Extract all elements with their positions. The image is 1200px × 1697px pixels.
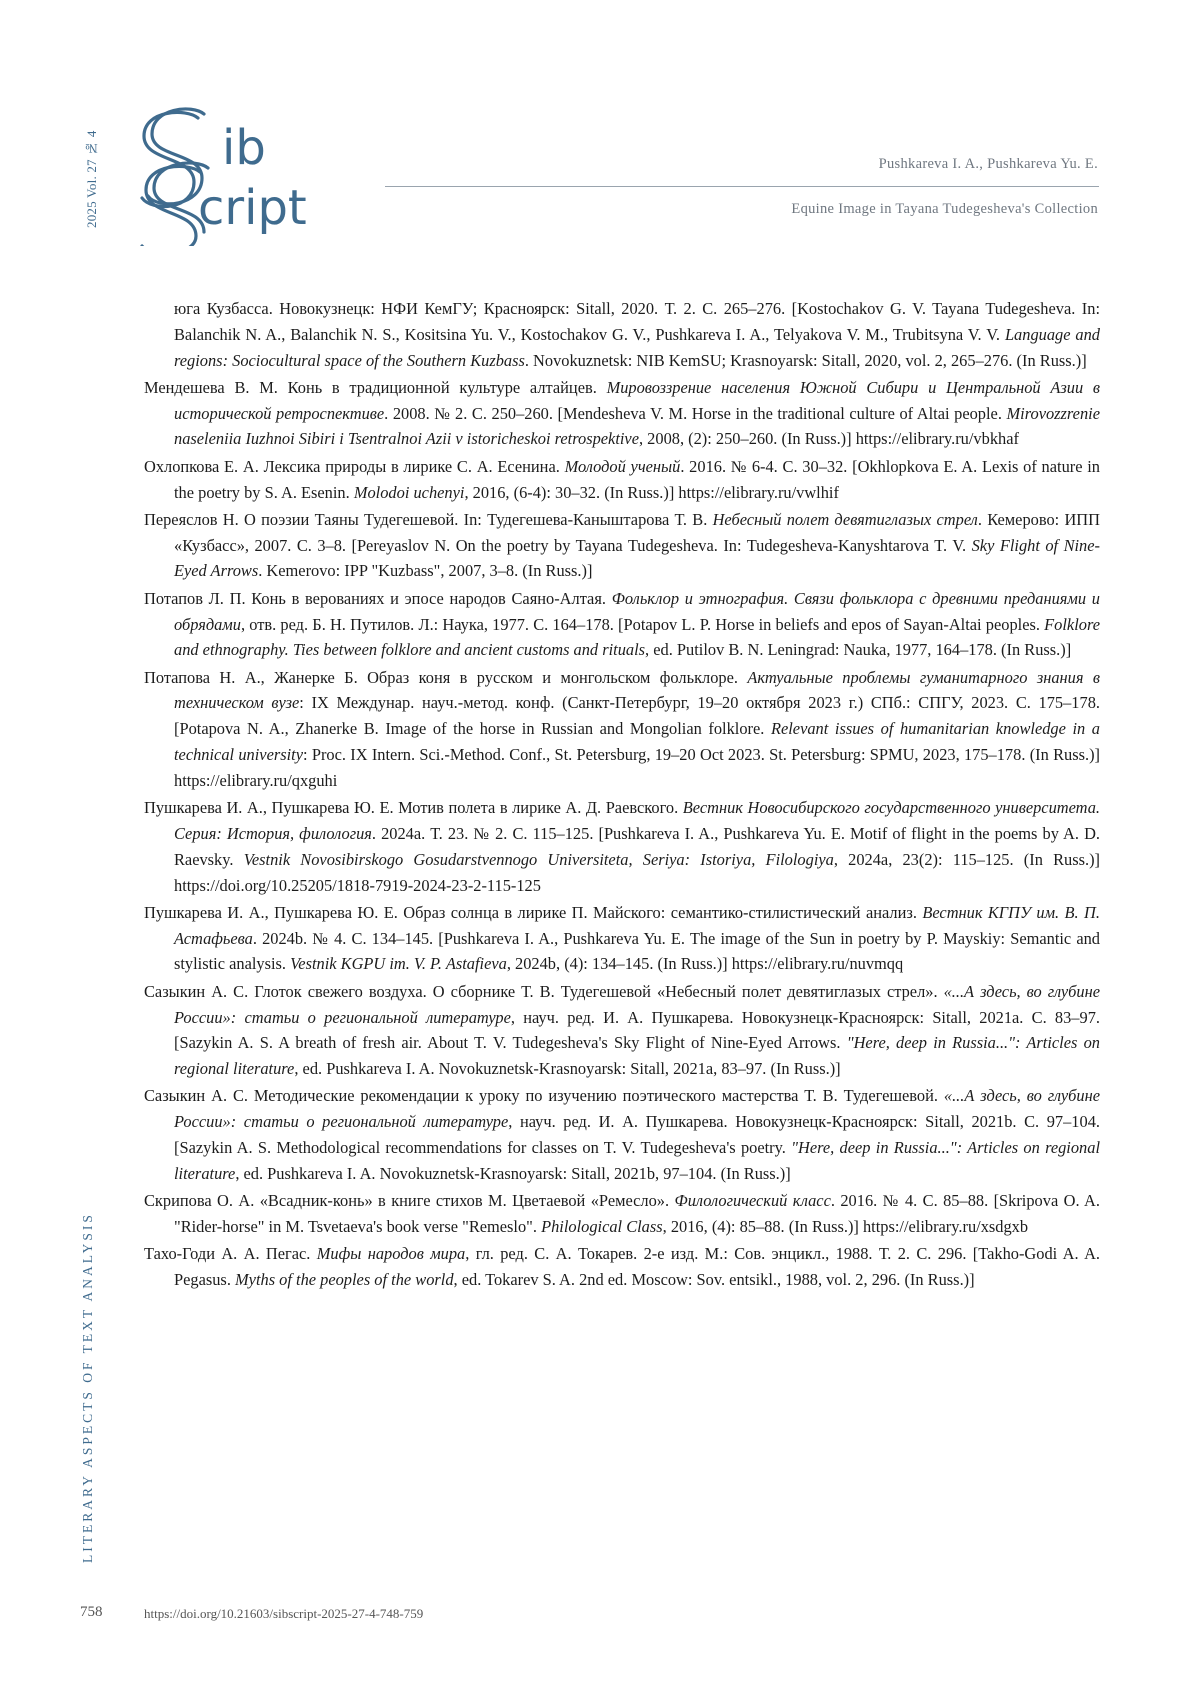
running-authors: Pushkareva I. A., Pushkareva Yu. E. [879, 156, 1098, 173]
reference-entry [144, 507, 1100, 584]
reference-italic-run: Philological Class [541, 1217, 663, 1236]
reference-entry [144, 795, 1100, 898]
reference-text-run: . Kemerovo: IPP "Kuzbass", 2007, 3–8. (In Russ.)] [258, 561, 592, 580]
reference-italic-run: Вестник КГПУ им. В. П. Астафьева [174, 903, 1100, 948]
reference-text-run: . 2016. № 4. С. 85–88. [Skripova O. A. "Rider-horse" in M. Tsvetaeva's book verse "Remeslo". [174, 1191, 1100, 1236]
reference-italic-run: Molodoi uchenyi [354, 483, 465, 502]
journal-logo [138, 106, 370, 246]
reference-italic-run: Небесный полет девятиглазых стрел [713, 510, 978, 529]
reference-text-run: . Кемерово: ИПП «Кузбасс», 2007. С. 3–8. [Pereyaslov N. On the poetry by Tayana Tudegesheva. In: Tudegesheva-Kanyshtarova T. V. [174, 510, 1100, 555]
reference-text-run: . Novokuznetsk: NIB KemSU; Krasnoyarsk: Sitall, 2020, vol. 2, 265–276. (In Russ.)] [525, 351, 1087, 370]
reference-text-run: , ed. Pushkareva I. A. Novokuznetsk-Krasnoyarsk: Sitall, 2021b, 97–104. (In Russ.)] [235, 1164, 790, 1183]
reference-text-run: , 2008, (2): 250–260. (In Russ.)] https://elibrary.ru/vbkhaf [639, 429, 1019, 448]
reference-text-run: Скрипова О. А. «Всадник-конь» в книге стихов М. Цветаевой «Ремесло». [144, 1191, 675, 1210]
reference-italic-run: Language and regions: Sociocultural space of the Southern Kuzbass [174, 325, 1100, 370]
reference-text-run: Пушкарева И. А., Пушкарева Ю. Е. Образ солнца в лирике П. Майского: семантико-стилистический анализ. [144, 903, 922, 922]
reference-text-run: . 2016. № 6-4. С. 30–32. [Okhlopkova E. A. Lexis of nature in the poetry by S. A. Esenin. [174, 457, 1100, 502]
reference-text-run: : Proc. IX Intern. Sci.-Method. Conf., St. Petersburg, 19–20 Oct 2023. St. Petersburg: SPMU, 2023, 175–178. (In Russ.)] https://elibrary.ru/qxguhi [174, 745, 1100, 790]
reference-italic-run: Folklore and ethnography. Ties between folklore and ancient customs and rituals [174, 615, 1100, 660]
reference-italic-run: Vestnik KGPU im. V. P. Astafieva [290, 954, 507, 973]
header-divider [385, 186, 1099, 187]
reference-entry [144, 586, 1100, 663]
reference-entry [144, 375, 1100, 452]
reference-text-run: , ed. Tokarev S. A. 2nd ed. Moscow: Sov. entsikl., 1988, vol. 2, 296. (In Russ.)] [454, 1270, 975, 1289]
reference-text-run: , 2016, (6-4): 30–32. (In Russ.)] https://elibrary.ru/vwlhif [464, 483, 839, 502]
journal-volume-label: 2025 Vol. 27 № 4 [84, 106, 102, 228]
reference-text-run: Потапова Н. А., Жанерке Б. Образ коня в русском и монгольском фольклоре. [144, 668, 747, 687]
reference-text-run: , науч. ред. И. А. Пушкарева. Новокузнецк-Красноярск: Sitall, 2021b. С. 97–104. [Sazykin A. S. Methodological recommendations for classes on T. V. Tudegesheva's poetry. [174, 1112, 1100, 1157]
reference-text-run: : IX Междунар. науч.-метод. конф. (Санкт-Петербург, 19–20 октября 2023 г.) СПб.: СПГУ, 2023. С. 175–178. [Potapova N. A., Zhanerke B. Image of the horse in Russian and Mongolian folklore. [174, 693, 1100, 738]
reference-text-run: , науч. ред. И. А. Пушкарева. Новокузнецк-Красноярск: Sitall, 2021a. С. 83–97. [Sazykin A. S. A breath of fresh air. About T. V. Tudegesheva's Sky Flight of Nine-Eyed Arrows. [174, 1008, 1100, 1053]
reference-italic-run: "Here, deep in Russia...": Articles on regional literature [174, 1033, 1100, 1078]
reference-text-run: , 2024b, (4): 134–145. (In Russ.)] https://elibrary.ru/nuvmqq [507, 954, 903, 973]
reference-text-run: . 2024a. Т. 23. № 2. С. 115–125. [Pushkareva I. A., Pushkareva Yu. E. Motif of flight in the poems by A. D. Raevsky. [174, 824, 1100, 869]
reference-italic-run: «...А здесь, во глубине России»: статьи о региональной литературе [174, 1086, 1100, 1131]
reference-entry [144, 454, 1100, 506]
reference-text-run: Охлопкова Е. А. Лексика природы в лирике С. А. Есенина. [144, 457, 565, 476]
reference-italic-run: Myths of the peoples of the world [235, 1270, 454, 1289]
reference-entry [144, 1241, 1100, 1293]
logo-part1: ib [222, 120, 266, 176]
section-label: LITERARY ASPECTS OF TEXT ANALYSIS [80, 1193, 100, 1563]
reference-text-run: , 2024a, 23(2): 115–125. (In Russ.)] https://doi.org/10.25205/1818-7919-2024-23-2-115-125 [174, 850, 1100, 895]
page-number: 758 [80, 1604, 103, 1621]
reference-italic-run: Филологический класс [675, 1191, 831, 1210]
reference-text-run: Потапов Л. П. Конь в верованиях и эпосе народов Саяно-Алтая. [144, 589, 612, 608]
reference-text-run: . 2008. № 2. С. 250–260. [Mendesheva V. M. Horse in the traditional culture of Altai people. [384, 404, 1006, 423]
reference-italic-run: "Here, deep in Russia...": Articles on regional literature [174, 1138, 1100, 1183]
running-title: Equine Image in Tayana Tudegesheva's Collection [791, 201, 1098, 218]
footer-doi[interactable]: https://doi.org/10.21603/sibscript-2025-27-4-748-759 [144, 1606, 423, 1622]
reference-italic-run: Vestnik Novosibirskogo Gosudarstvennogo Universiteta, Seriya: Istoriya, Filologiya [244, 850, 834, 869]
reference-italic-run: Sky Flight of Nine-Eyed Arrows [174, 536, 1100, 581]
reference-italic-run: Молодой ученый [565, 457, 681, 476]
reference-entry [144, 296, 1100, 373]
reference-italic-run: Актуальные проблемы гуманитарного знания в техническом вузе [174, 668, 1100, 713]
reference-text-run: Пушкарева И. А., Пушкарева Ю. Е. Мотив полета в лирике А. Д. Раевского. [144, 798, 683, 817]
reference-text-run: . 2024b. № 4. С. 134–145. [Pushkareva I. A., Pushkareva Yu. E. The image of the Sun in poetry by P. Mayskiy: Semantic and stylistic analysis. [174, 929, 1100, 974]
reference-italic-run: Вестник Новосибирского государственного университета. Серия: История, филология [174, 798, 1100, 843]
reference-entry [144, 1083, 1100, 1186]
reference-list [144, 296, 1100, 1294]
logo-part2: cript [198, 180, 307, 236]
reference-text-run: Сазыкин А. С. Глоток свежего воздуха. О сборнике Т. В. Тудегешевой «Небесный полет девятиглазых стрел». [144, 982, 944, 1001]
reference-italic-run: Мифы народов мира [317, 1244, 465, 1263]
reference-text-run: , ed. Putilov B. N. Leningrad: Nauka, 1977, 164–178. (In Russ.)] [645, 640, 1071, 659]
reference-text-run: , гл. ред. С. А. Токарев. 2-е изд. М.: Сов. энцикл., 1988. Т. 2. С. 296. [Takho-Godi A. A. Pegasus. [174, 1244, 1100, 1289]
reference-text-run: Тахо-Годи А. А. Пегас. [144, 1244, 317, 1263]
reference-italic-run: Мировоззрение населения Южной Сибири и Центральной Азии в исторической ретроспективе [174, 378, 1100, 423]
reference-text-run: , ed. Pushkareva I. A. Novokuznetsk-Krasnoyarsk: Sitall, 2021a, 83–97. (In Russ.)] [294, 1059, 840, 1078]
sibscript-logo-icon [138, 106, 370, 246]
reference-text-run: , отв. ред. Б. Н. Путилов. Л.: Наука, 1977. С. 164–178. [Potapov L. P. Horse in beliefs and epos of Sayan-Altai peoples. [241, 615, 1044, 634]
reference-text-run: , 2016, (4): 85–88. (In Russ.)] https://elibrary.ru/xsdgxb [663, 1217, 1028, 1236]
reference-italic-run: Фольклор и этнография. Связи фольклора с древними преданиями и обрядами [174, 589, 1100, 634]
reference-text-run: юга Кузбасса. Новокузнецк: НФИ КемГУ; Красноярск: Sitall, 2020. Т. 2. С. 265–276. [Kostochakov G. V. Tayana Tudegesheva. In: Balanchik N. A., Balanchik N. S., Kositsina Yu. V., Kostochakov G. V., Pushkareva I. A., Telyakova V. M., Trubitsyna V. V. [174, 299, 1100, 344]
reference-text-run: Мендешева В. М. Конь в традиционной культуре алтайцев. [144, 378, 607, 397]
reference-entry [144, 979, 1100, 1082]
reference-text-run: Переяслов Н. О поэзии Таяны Тудегешевой. In: Тудегешева-Каныштарова Т. В. [144, 510, 713, 529]
reference-entry [144, 1188, 1100, 1240]
reference-italic-run: «...А здесь, во глубине России»: статьи о региональной литературе [174, 982, 1100, 1027]
reference-entry [144, 900, 1100, 977]
reference-entry [144, 665, 1100, 794]
reference-text-run: Сазыкин А. С. Методические рекомендации к уроку по изучению поэтического мастерства Т. В. Тудегешевой. [144, 1086, 944, 1105]
reference-italic-run: Relevant issues of humanitarian knowledge in a technical university [174, 719, 1100, 764]
reference-italic-run: Mirovozzrenie naseleniia Iuzhnoi Sibiri i Tsentralnoi Azii v istoricheskoi retrospektive [174, 404, 1100, 449]
